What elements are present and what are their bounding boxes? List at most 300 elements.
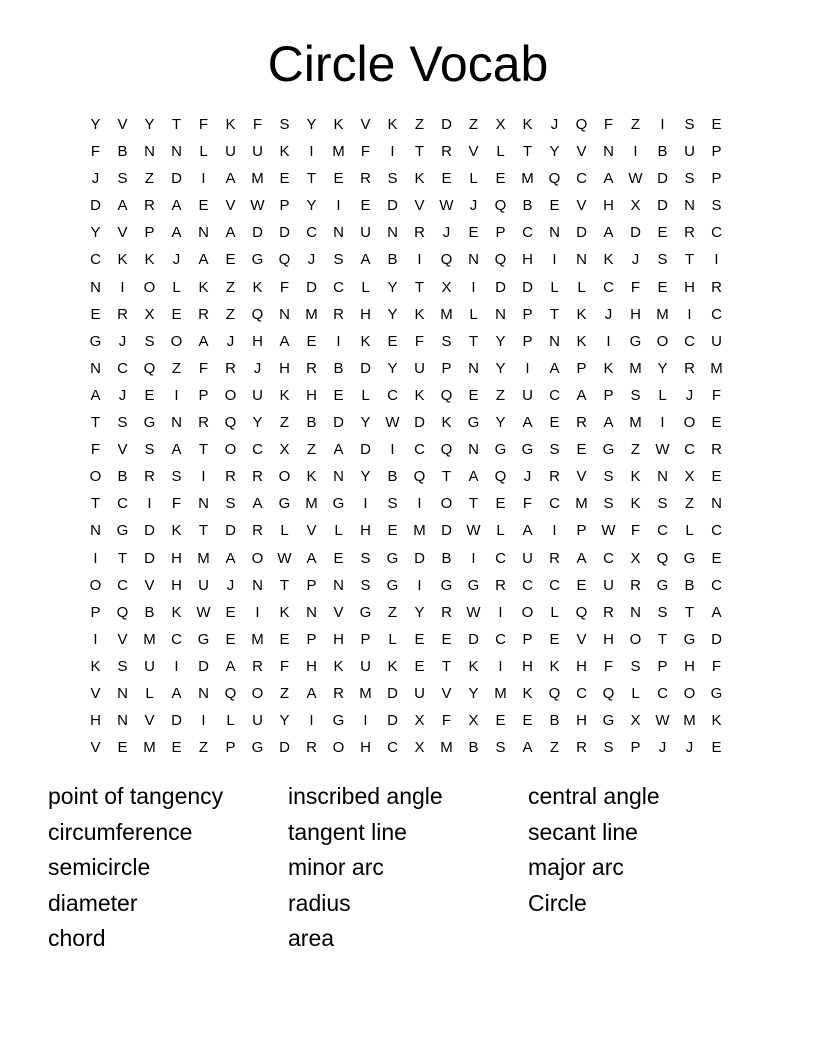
grid-letter: K (279, 143, 290, 161)
grid-letter: J (685, 739, 694, 757)
grid-letter: A (198, 332, 209, 350)
grid-letter: K (630, 468, 641, 486)
grid-letter: S (657, 495, 668, 513)
grid-letter: Y (306, 197, 317, 215)
grid-letter: A (279, 332, 290, 350)
grid-letter: G (656, 576, 669, 594)
grid-letter: G (116, 522, 129, 540)
grid-letter: O (521, 603, 534, 621)
grid-letter: H (684, 278, 695, 296)
grid-letter: P (522, 630, 533, 648)
grid-letter: Z (225, 278, 236, 296)
grid-letter: C (711, 576, 722, 594)
grid-letter: F (603, 116, 614, 133)
grid-letter: R (306, 359, 317, 377)
grid-letter: D (279, 739, 290, 757)
grid-letter: W (628, 170, 643, 188)
grid-letter: Q (575, 116, 588, 133)
grid-letter: E (576, 576, 587, 594)
grid-letter: Z (198, 739, 209, 757)
grid-letter: S (117, 657, 128, 675)
grid-letter: D (225, 522, 236, 540)
word-list-item: chord (48, 925, 106, 951)
grid-letter: L (172, 278, 181, 296)
grid-letter: E (333, 549, 344, 567)
grid-letter: E (333, 170, 344, 188)
grid-letter: R (198, 414, 209, 432)
grid-letter: I (201, 712, 206, 730)
grid-letter: D (441, 116, 452, 133)
grid-letter: H (360, 522, 371, 540)
grid-letter: B (387, 251, 398, 269)
grid-letter: M (629, 414, 642, 432)
grid-letter: O (683, 414, 696, 432)
grid-letter: S (360, 576, 371, 594)
grid-letter: H (252, 332, 263, 350)
word-list-item: Circle (528, 889, 587, 916)
grid-letter: E (549, 197, 560, 215)
grid-letter: A (171, 224, 182, 242)
grid-letter: B (441, 549, 452, 567)
grid-letter: I (687, 305, 692, 323)
grid-letter: M (413, 522, 426, 540)
grid-letter: Z (414, 116, 425, 133)
grid-letter: D (657, 197, 668, 215)
grid-letter: G (467, 576, 480, 594)
grid-letter: M (656, 305, 669, 323)
grid-letter: M (251, 630, 264, 648)
grid-letter: I (147, 495, 152, 513)
grid-letter: H (360, 305, 371, 323)
grid-letter: V (576, 468, 587, 486)
grid-letter: K (630, 495, 641, 513)
grid-letter: N (90, 522, 101, 540)
grid-letter: Q (413, 468, 426, 486)
grid-letter: G (683, 630, 696, 648)
grid-letter: I (363, 495, 368, 513)
grid-letter: R (225, 468, 236, 486)
grid-letter: K (576, 305, 587, 323)
grid-letter: R (684, 359, 695, 377)
grid-letter: G (602, 712, 615, 730)
grid-letter: P (603, 386, 614, 404)
grid-letter: V (117, 630, 128, 648)
grid-letter: X (441, 278, 452, 296)
grid-letter: P (522, 305, 533, 323)
grid-letter: V (441, 684, 452, 702)
grid-letter: N (198, 224, 209, 242)
grid-letter: F (252, 116, 263, 133)
grid-letter: V (117, 224, 128, 242)
grid-letter: R (144, 197, 155, 215)
grid-letter: J (172, 251, 181, 269)
grid-letter: G (332, 712, 345, 730)
grid-letter: X (684, 468, 695, 486)
grid-letter: N (630, 603, 641, 621)
grid-letter: S (333, 251, 344, 269)
grid-letter: E (441, 630, 452, 648)
grid-letter: Z (468, 116, 479, 133)
grid-letter: J (550, 116, 559, 133)
grid-letter: J (442, 224, 451, 242)
grid-letter: Z (630, 116, 641, 133)
grid-letter: R (441, 603, 452, 621)
grid-letter: C (252, 441, 263, 459)
grid-letter: C (414, 441, 425, 459)
grid-letter: E (549, 414, 560, 432)
grid-letter: Y (360, 414, 371, 432)
grid-letter: L (145, 684, 154, 702)
grid-letter: W (439, 197, 454, 215)
grid-letter: I (660, 414, 665, 432)
grid-letter: T (198, 522, 209, 540)
grid-letter: J (226, 576, 235, 594)
grid-letter: Q (494, 197, 507, 215)
grid-letter: E (144, 386, 155, 404)
grid-letter: R (252, 657, 263, 675)
grid-letter: R (333, 305, 344, 323)
grid-letter: Z (387, 603, 398, 621)
grid-letter: D (90, 197, 101, 215)
grid-letter: T (522, 143, 533, 161)
grid-letter: E (711, 549, 722, 567)
grid-letter: K (252, 278, 263, 296)
grid-letter: V (117, 441, 128, 459)
grid-letter: R (576, 739, 587, 757)
grid-letter: X (414, 739, 425, 757)
word-list (48, 781, 768, 959)
grid-letter: G (521, 441, 534, 459)
grid-letter: Y (279, 712, 290, 730)
grid-letter: N (144, 143, 155, 161)
grid-letter: R (306, 739, 317, 757)
grid-letter: I (417, 495, 422, 513)
grid-letter: T (414, 143, 425, 161)
grid-letter: R (684, 224, 695, 242)
grid-letter: E (387, 522, 398, 540)
grid-letter: I (633, 143, 638, 161)
grid-letter: A (522, 522, 533, 540)
grid-letter: C (657, 684, 668, 702)
grid-letter: I (417, 576, 422, 594)
grid-letter: Q (575, 603, 588, 621)
grid-letter: S (549, 441, 560, 459)
grid-letter: A (576, 386, 587, 404)
grid-letter: D (198, 657, 209, 675)
grid-letter: E (360, 197, 371, 215)
grid-letter: I (417, 251, 422, 269)
grid-letter: S (279, 116, 290, 133)
grid-letter: S (684, 116, 695, 133)
grid-letter: D (657, 170, 668, 188)
grid-letter: A (522, 739, 533, 757)
grid-letter: R (333, 684, 344, 702)
grid-letter: C (576, 170, 587, 188)
grid-letter: L (658, 386, 667, 404)
grid-letter: L (199, 143, 208, 161)
grid-letter: Z (171, 359, 182, 377)
grid-letter: O (224, 386, 237, 404)
grid-letter: Y (495, 332, 506, 350)
grid-letter: A (171, 441, 182, 459)
grid-letter: U (414, 359, 425, 377)
grid-letter: E (279, 630, 290, 648)
grid-letter: I (714, 251, 719, 269)
grid-letter: V (576, 630, 587, 648)
grid-letter: S (684, 170, 695, 188)
grid-letter: L (496, 143, 505, 161)
grid-letter: Y (657, 359, 668, 377)
grid-letter: Y (144, 116, 155, 133)
grid-letter: V (333, 603, 344, 621)
grid-letter: K (279, 603, 290, 621)
grid-letter: C (495, 549, 506, 567)
grid-letter: P (90, 603, 101, 621)
grid-letter: L (469, 305, 478, 323)
grid-letter: H (630, 305, 641, 323)
grid-letter: I (255, 603, 260, 621)
grid-letter: C (522, 576, 533, 594)
grid-letter: S (630, 657, 641, 675)
grid-letter: X (630, 549, 641, 567)
word-list-item: tangent line (288, 818, 407, 845)
grid-letter: A (306, 549, 317, 567)
grid-letter: C (117, 359, 128, 377)
grid-letter: U (144, 657, 155, 675)
grid-letter: G (251, 739, 264, 757)
grid-letter: H (576, 657, 587, 675)
grid-letter: N (117, 712, 128, 730)
grid-letter: K (603, 251, 614, 269)
grid-letter: M (251, 170, 264, 188)
grid-letter: I (498, 603, 503, 621)
grid-letter: F (198, 116, 209, 133)
word-list-item: central angle (528, 783, 660, 809)
grid-letter: E (468, 224, 479, 242)
grid-letter: V (225, 197, 236, 215)
grid-letter: D (360, 441, 371, 459)
grid-letter: Q (548, 170, 561, 188)
grid-letter: Y (90, 116, 101, 133)
grid-letter: L (577, 278, 586, 296)
grid-letter: K (522, 116, 533, 133)
grid-letter: E (576, 441, 587, 459)
grid-letter: Q (278, 251, 291, 269)
grid-letter: P (576, 522, 587, 540)
grid-letter: A (225, 657, 236, 675)
grid-letter: I (93, 630, 98, 648)
grid-letter: E (414, 657, 425, 675)
word-list-item: minor arc (288, 854, 384, 880)
grid-letter: D (144, 522, 155, 540)
grid-letter: E (117, 739, 128, 757)
grid-letter: I (471, 278, 476, 296)
grid-letter: I (390, 441, 395, 459)
grid-letter: G (629, 332, 642, 350)
grid-letter: F (522, 495, 533, 513)
grid-letter: I (363, 712, 368, 730)
grid-letter: R (360, 170, 371, 188)
grid-letter: P (144, 224, 155, 242)
grid-letter: G (467, 414, 480, 432)
grid-letter: E (495, 495, 506, 513)
grid-letter: Y (252, 414, 263, 432)
word-list-item: point of tangency (48, 783, 224, 809)
grid-letter: T (684, 251, 695, 269)
grid-letter: M (359, 684, 372, 702)
grid-letter: L (685, 522, 694, 540)
grid-letter: U (414, 684, 425, 702)
grid-letter: J (226, 332, 235, 350)
grid-letter: Z (549, 739, 560, 757)
grid-letter: D (387, 684, 398, 702)
grid-letter: O (251, 549, 264, 567)
grid-letter: S (630, 386, 641, 404)
grid-letter: I (201, 170, 206, 188)
grid-letter: H (306, 386, 317, 404)
grid-letter: L (469, 170, 478, 188)
grid-letter: N (333, 224, 344, 242)
grid-letter: S (603, 468, 614, 486)
grid-letter: L (496, 522, 505, 540)
grid-letter: R (603, 603, 614, 621)
grid-letter: J (253, 359, 262, 377)
grid-letter: O (143, 278, 156, 296)
grid-letter: E (711, 116, 722, 133)
grid-letter: R (252, 468, 263, 486)
grid-letter: N (387, 224, 398, 242)
grid-letter: E (711, 739, 722, 757)
grid-letter: F (90, 143, 101, 161)
grid-letter: V (117, 116, 128, 133)
grid-letter: X (630, 712, 641, 730)
grid-letter: U (603, 576, 614, 594)
grid-letter: F (360, 143, 371, 161)
grid-letter: K (441, 414, 452, 432)
grid-letter: D (576, 224, 587, 242)
grid-letter: N (333, 576, 344, 594)
grid-letter: M (629, 359, 642, 377)
grid-letter: N (495, 305, 506, 323)
grid-letter: P (441, 359, 452, 377)
grid-letter: N (252, 576, 263, 594)
grid-letter: T (171, 116, 182, 133)
grid-letter: T (306, 170, 317, 188)
grid-letter: O (278, 468, 291, 486)
grid-letter: W (250, 197, 265, 215)
grid-letter: A (225, 170, 236, 188)
grid-letter: A (522, 414, 533, 432)
grid-letter: N (333, 468, 344, 486)
grid-letter: V (576, 143, 587, 161)
grid-letter: R (117, 305, 128, 323)
grid-letter: C (549, 576, 560, 594)
grid-letter: A (225, 224, 236, 242)
grid-letter: U (522, 386, 533, 404)
grid-letter: E (171, 305, 182, 323)
grid-letter: Z (225, 305, 236, 323)
grid-letter: J (118, 332, 127, 350)
grid-letter: H (603, 197, 614, 215)
grid-letter: L (226, 712, 235, 730)
grid-letter: E (225, 603, 236, 621)
grid-letter: I (336, 332, 341, 350)
word-list-item: area (288, 925, 335, 951)
grid-letter: L (550, 278, 559, 296)
grid-letter: V (360, 116, 371, 133)
grid-letter: H (522, 251, 533, 269)
grid-letter: Q (656, 549, 669, 567)
grid-letter: U (225, 143, 236, 161)
grid-letter: F (279, 278, 290, 296)
grid-letter: E (522, 712, 533, 730)
grid-letter: T (198, 441, 209, 459)
grid-letter: L (631, 684, 640, 702)
grid-letter: R (711, 441, 722, 459)
grid-letter: C (711, 224, 722, 242)
grid-letter: E (711, 414, 722, 432)
grid-letter: U (684, 143, 695, 161)
grid-letter: T (684, 603, 695, 621)
grid-letter: M (143, 739, 156, 757)
grid-letter: M (332, 143, 345, 161)
grid-letter: X (144, 305, 155, 323)
grid-letter: Z (495, 386, 506, 404)
grid-letter: A (711, 603, 722, 621)
grid-letter: H (171, 576, 182, 594)
grid-letter: M (521, 170, 534, 188)
grid-letter: K (522, 684, 533, 702)
grid-letter: B (468, 739, 479, 757)
grid-letter: A (306, 684, 317, 702)
grid-letter: J (604, 305, 613, 323)
grid-letter: E (414, 630, 425, 648)
grid-letter: D (252, 224, 263, 242)
grid-letter: I (309, 712, 314, 730)
grid-letter: K (603, 359, 614, 377)
grid-letter: C (117, 495, 128, 513)
grid-letter: R (495, 576, 506, 594)
grid-letter: M (440, 739, 453, 757)
grid-letter: Y (90, 224, 101, 242)
grid-letter: C (711, 305, 722, 323)
grid-letter: N (279, 305, 290, 323)
grid-letter: R (414, 224, 425, 242)
grid-letter: G (602, 441, 615, 459)
grid-letter: A (576, 549, 587, 567)
grid-letter: T (414, 278, 425, 296)
grid-letter: P (495, 224, 506, 242)
grid-letter: I (498, 657, 503, 675)
grid-letter: F (630, 278, 641, 296)
grid-letter: W (466, 522, 481, 540)
grid-letter: D (306, 278, 317, 296)
grid-letter: E (225, 630, 236, 648)
grid-letter: M (440, 305, 453, 323)
grid-letter: S (144, 332, 155, 350)
grid-letter: I (552, 251, 557, 269)
grid-letter: I (120, 278, 125, 296)
grid-letter: T (90, 414, 101, 432)
grid-letter: C (603, 549, 614, 567)
grid-letter: R (144, 468, 155, 486)
grid-letter: G (440, 576, 453, 594)
grid-letter: X (495, 116, 506, 133)
grid-letter: P (198, 386, 209, 404)
grid-letter: S (387, 495, 398, 513)
grid-letter: M (143, 630, 156, 648)
grid-letter: K (279, 386, 290, 404)
